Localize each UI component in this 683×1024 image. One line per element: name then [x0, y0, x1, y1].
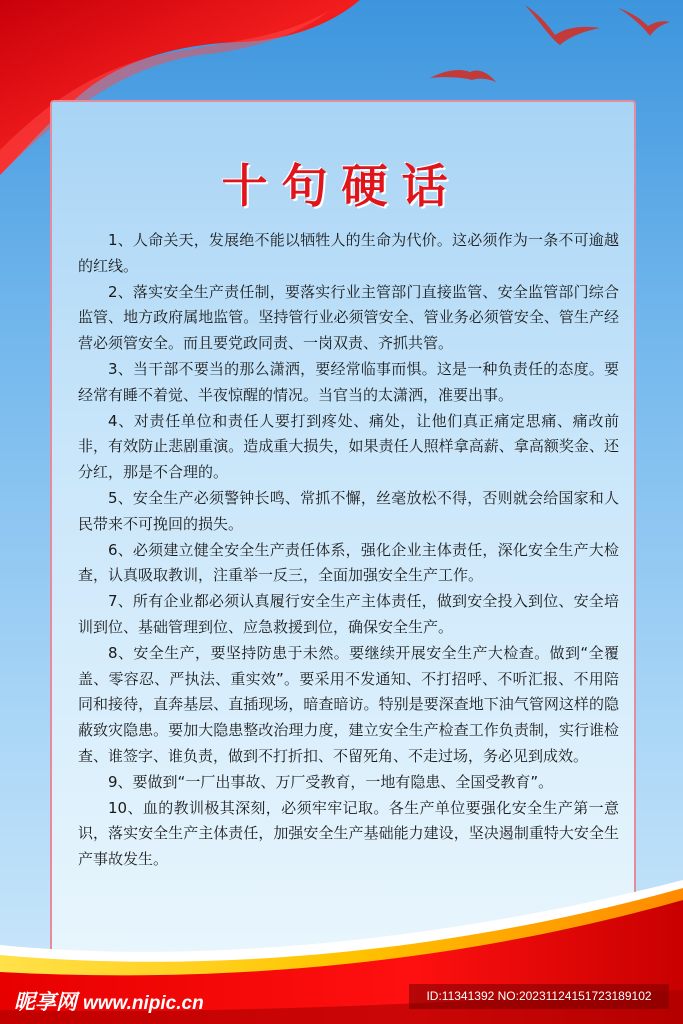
rule-item: 3、当干部不要当的那么潇洒，要经常临事而惧。这是一种负责任的态度。要经常有睡不着觉、半夜惊醒的情况。当官当的太潇洒，准要出事。: [78, 359, 619, 404]
rule-item: 7、所有企业都必须认真履行安全生产主体责任，做到安全投入到位、安全培训到位、基础管理到位、应急救援到位，确保安全生产。: [78, 592, 619, 636]
rule-item: 1、人命关天，发展绝不能以牺牲人的生命为代价。这必须作为一条不可逾越的红线。: [78, 231, 619, 275]
rule-item: 5、安全生产必须警钟长鸣、常抓不懈，丝毫放松不得，否则就会给国家和人民带来不可挽回的损失。: [78, 488, 619, 533]
rule-item: 8、安全生产，要坚持防患于未然。要继续开展安全生产大检查。做到“全覆盖、零容忍、严执法、重实效”。要采用不发通知、不打招呼、不听汇报、不用陪同和接待，直奔基层、直插现场，暗查暗访。特别是要深查地下油气管网这样的隐蔽致灾隐患。要加大隐患整改治理力度，建立安全生产检查工作负责制，实行谁检查、谁签字、谁负责，做到不打折扣、不留死角、不走过场，务必见到成效。: [78, 643, 619, 765]
logo-cn: 昵享网: [14, 991, 77, 1014]
rule-item: 4、对责任单位和责任人要打到疼处、痛处，让他们真正痛定思痛、痛改前非，有效防止悲剧重演。造成重大损失，如果责任人照样拿高薪、拿高额奖金、还分红，那是不合理的。: [78, 411, 619, 482]
rule-item: 10、血的教训极其深刻，必须牢牢记取。各生产单位要强化安全生产第一意识，落实安全生产主体责任，加强安全生产基础能力建设，坚决遏制重特大安全生产事故发生。: [78, 798, 619, 869]
logo-url: www.nipic.cn: [83, 993, 204, 1014]
rule-item: 6、必须建立健全安全生产责任体系，强化企业主体责任，深化安全生产大检查，认真吸取教训，注重举一反三，全面加强安全生产工作。: [78, 540, 619, 585]
watermark-logo: [14, 986, 204, 1016]
rule-item: 9、要做到“一厂出事故、万厂受教育，一地有隐患、全国受教育”。: [108, 772, 554, 791]
rule-item: 2、落实安全生产责任制，要落实行业主管部门直接监管、安全监管部门综合监管、地方政府属地监管。坚持管行业必须管安全、管业务必须管安全、管生产经营必须管安全。而且要党政同责、一岗双责、齐抓共管。: [78, 282, 619, 353]
page-title: 十句硬话: [221, 159, 462, 213]
watermark-id: ID:11341392 NO:20231124151723189102: [409, 984, 669, 1009]
